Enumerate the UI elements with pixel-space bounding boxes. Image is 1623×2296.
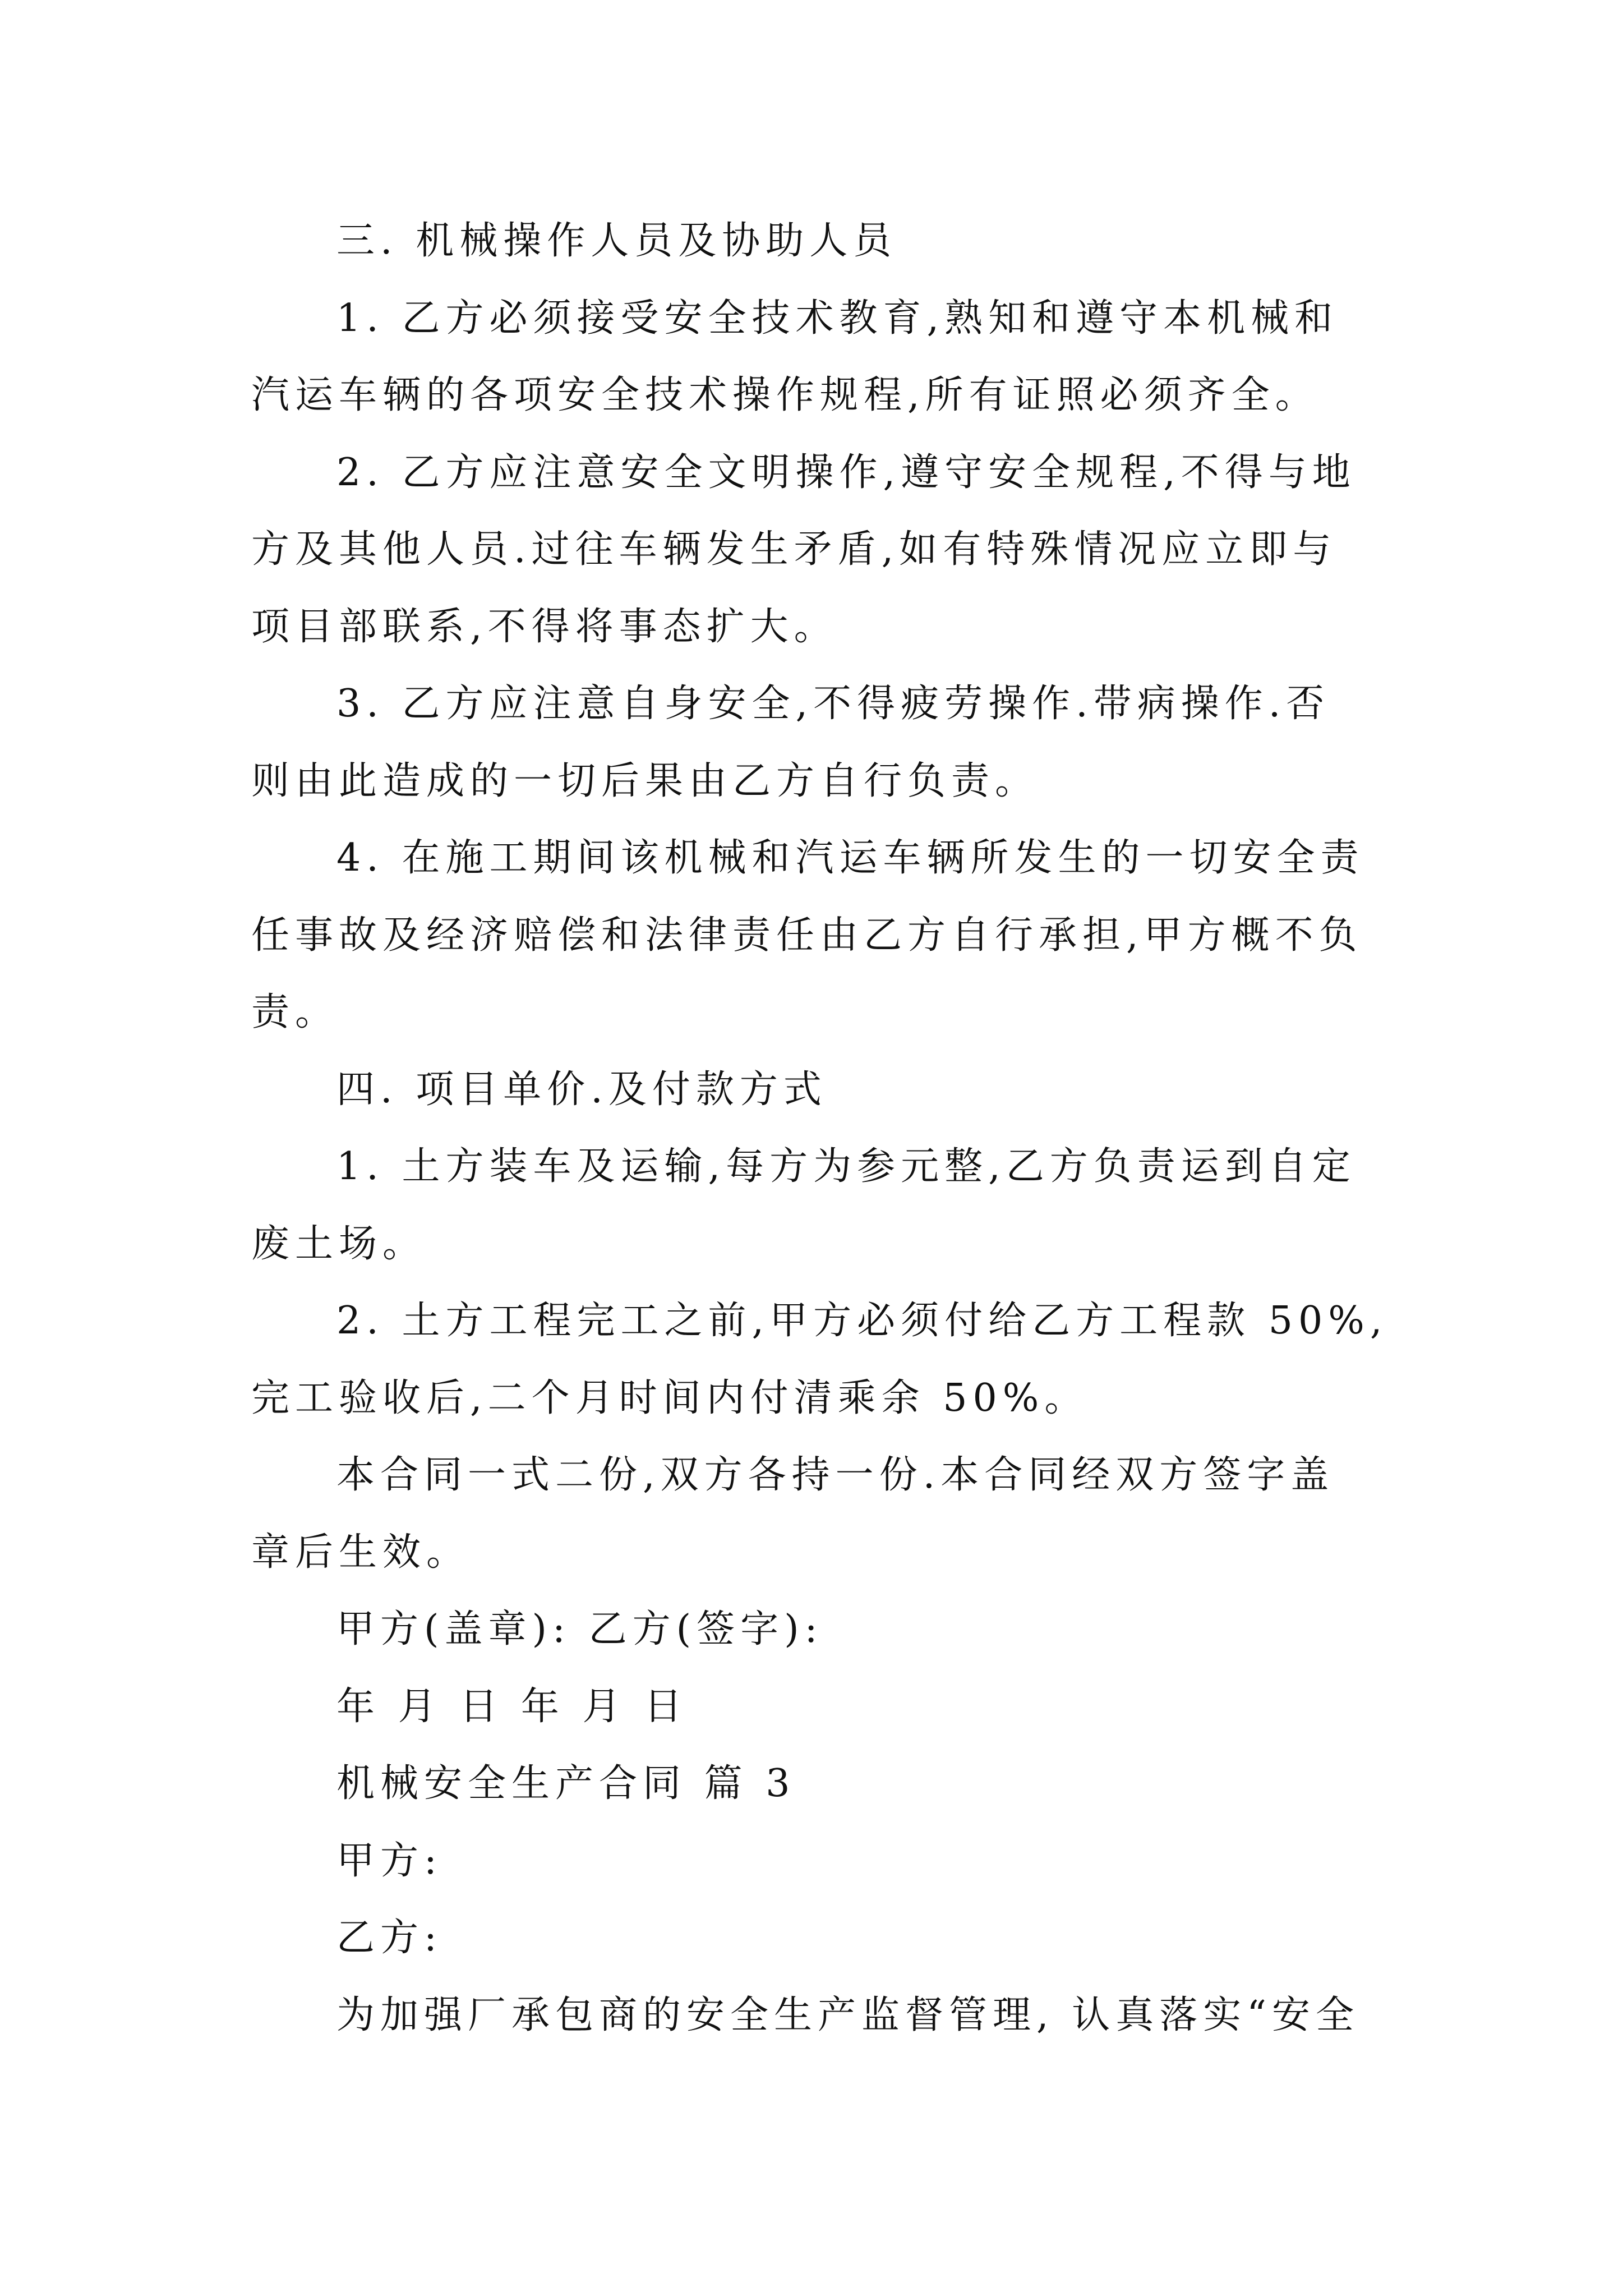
paragraph-3-4-line-1: 4. 在施工期间该机械和汽运车辆所发生的一切安全责 [336,836,1364,880]
paragraph-4-1-line-1: 1. 土方装车及运输,每方为参元整,乙方负责运到自定 [336,1144,1356,1189]
closing-paragraph-line-1: 本合同一式二份,双方各持一份.本合同经双方签字盖 [336,1453,1335,1497]
paragraph-3-4-line-2: 任事故及经济赔偿和法律责任由乙方自行承担,甲方概不负 [251,913,1363,958]
paragraph-4-1-line-2: 废土场。 [251,1222,427,1266]
paragraph-4-2-line-1: 2. 土方工程完工之前,甲方必须付给乙方工程款 50%, [336,1299,1388,1343]
paragraph-3-2-line-1: 2. 乙方应注意安全文明操作,遵守安全规程,不得与地 [336,450,1356,495]
paragraph-3-3-line-1: 3. 乙方应注意自身安全,不得疲劳操作.带病操作.否 [336,682,1330,726]
signature-line: 甲方(盖章): 乙方(签字): [336,1607,823,1651]
paragraph-3-4-line-3: 责。 [251,990,339,1034]
paragraph-4-2-line-2: 完工验收后,二个月时间内付清乘余 50%。 [251,1376,1089,1420]
paragraph-3-3-line-2: 则由此造成的一切后果由乙方自行负责。 [251,759,1039,803]
paragraph-3-2-line-3: 项目部联系,不得将事态扩大。 [251,605,838,649]
party-b-line: 乙方: [336,1916,442,1960]
contract-title: 机械安全生产合同 篇 3 [336,1761,796,1806]
date-line: 年 月 日 年 月 日 [336,1685,688,1729]
section-heading-3: 三. 机械操作人员及协助人员 [336,219,897,263]
paragraph-3-2-line-2: 方及其他人员.过往车辆发生矛盾,如有特殊情况应立即与 [251,527,1337,572]
paragraph-3-1-line-1: 1. 乙方必须接受安全技术教育,熟知和遵守本机械和 [336,296,1339,341]
paragraph-3-1-line-2: 汽运车辆的各项安全技术操作规程,所有证照必须齐全。 [251,373,1319,417]
closing-paragraph-line-2: 章后生效。 [251,1530,471,1575]
section-heading-4: 四. 项目单价.及付款方式 [336,1068,827,1112]
intro-paragraph-line-1: 为加强厂承包商的安全生产监督管理, 认真落实“安全 [336,1993,1359,2037]
party-a-line: 甲方: [336,1839,442,1883]
